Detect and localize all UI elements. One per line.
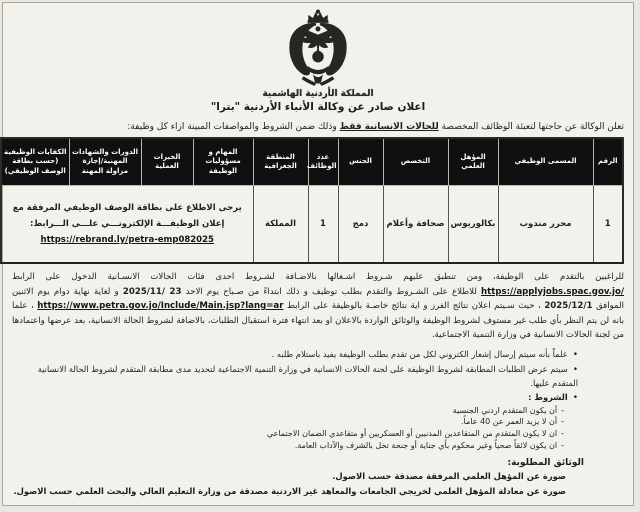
announcement-title: اعلان صادر عن وكالة الأنباء الأردنية "بترا" — [210, 101, 426, 113]
col-header-duties: المهام و مسؤوليات الوظيفة — [193, 138, 253, 186]
intro-line — [12, 122, 624, 132]
cell-details — [1, 186, 253, 264]
para-seg4: ، حيث سـيتم اعلان نتائج الفرز و اية نتائج خاصـة بالوظيفة على الرابط — [286, 301, 541, 311]
col-header-number: الرقم — [593, 138, 623, 186]
job-description-link[interactable]: https://rebrand.ly/petra-emp082025 — [40, 235, 214, 246]
details-text: يرجى الاطلاع على بطاقة الوصف الوظيفي المرفقة مع إعلان الوظيفـــة الإلكترونـــي علـــى الـــرابط: — [12, 202, 242, 229]
applyjobs-link[interactable]: https://applyjobs.spac.gov.jo/ — [481, 286, 624, 297]
list-item — [12, 348, 578, 362]
note-text: سيتم عرض الطلبات المطابقة لشروط الوظيفة على لجنة الحالات الانسانية في وزارة التنمية الاجتماعية لتحديد مدى مطابقة المتقدم لشروط الحالة الانسانية المتقدم عليها. — [37, 364, 578, 388]
col-header-experience: الخبرات العملية — [141, 138, 193, 186]
intro-underlined-phrase: للحالات الانسانية فقط — [339, 122, 439, 132]
note-text: علماً بأنه سيتم إرسال إشعار الكتروني لكل من تقدم بطلب الوظيفة يفيد باستلام طلبه . — [271, 348, 568, 359]
condition-item — [12, 405, 578, 417]
dash-icon: - — [561, 440, 564, 450]
document-item: صورة عن المؤهل العلمي المرفقة مصدقة حسب الاصول. — [332, 470, 566, 481]
condition-text: ان يكون لائقاً صحياً وغير محكوم بأي جناية أو جنحة تخل بالشرف والآداب العامة. — [294, 440, 558, 450]
required-documents-section — [12, 458, 624, 499]
para-seg1: للراغبين بالتقدم على الوظيفة، ومن تنطبق عليهم شـروط اشـغالها بالاضـافة لشـروط احدى فئات الحالات الانسـانية الدخول على الرابط — [12, 272, 624, 282]
condition-text: ان لا يكون المتقدم من المتقاعدين المدنيين أو العسكريين أو متقاعدي الضمان الاجتماعي — [266, 429, 558, 439]
list-item — [12, 391, 578, 405]
document-item: صورة عن معادلة المؤهل العلمي لخريجي الجامعات والمعاهد غير الاردنية مصدقة من وزارة التعليم العالي والبحث العلمي حسب الاصول. — [13, 486, 566, 497]
cell-qualification: بكالوريوس — [448, 186, 498, 264]
condition-item — [12, 440, 578, 452]
cell-job-title: محرر مندوب — [498, 186, 593, 264]
jordan-coat-of-arms-icon — [282, 9, 354, 87]
required-documents-heading: الوثائق المطلوبة: — [507, 457, 584, 468]
petra-results-link[interactable]: https://www.petra.gov.jo/Include/Main.jsp?lang=ar — [37, 301, 284, 311]
table-header-row — [1, 138, 623, 186]
col-header-positions-count: عدد الوظائف — [308, 138, 338, 186]
application-start-date: 2025/11/ 23 — [122, 286, 182, 297]
cell-number: 1 — [593, 186, 623, 264]
bullet-icon: • — [572, 393, 578, 403]
emblem-area — [12, 9, 624, 89]
col-header-courses: الدورات والشهادات المهنية/إجازة مزاولة المهنة — [69, 138, 141, 186]
col-header-competencies: الكفايات الوظيفية (حسب بطاقة الوصف الوظيفي) — [1, 138, 69, 186]
document-page — [2, 2, 634, 506]
dash-icon: - — [561, 405, 564, 415]
condition-item — [12, 416, 578, 428]
cell-region: المملكة — [253, 186, 308, 264]
condition-text: أن يكون المتقدم اردني الجنسية — [452, 405, 558, 415]
para-seg5: ، علما بانه لن يتم النظر بأي طلب غير مستوف لشروط الوظيفة والوثائق الواردة بالاعلان او بعد انتهاء فترة استقبال الطلبات، بالاضافة لشروط الحالة الانسانية، بعد عرضها واعتمادها من لجنة الحالات الانسانية في وزارة التنمية الاجتماعية. — [12, 301, 624, 340]
bullet-icon: • — [572, 365, 578, 375]
col-header-job-title: المسمى الوظيفي — [498, 138, 593, 186]
kingdom-calligraphy: المملكة الأردنية الهاشمية — [262, 88, 374, 100]
col-header-specialization: التخصص — [383, 138, 448, 186]
cell-specialization: صحافة وأعلام — [383, 186, 448, 264]
vacancies-table — [0, 137, 624, 264]
notes-list — [12, 348, 624, 452]
col-header-gender: الجنس — [338, 138, 383, 186]
para-seg2: للاطلاع على الشـروط والتقدم بطلب توظيف و ذلك ابتداءً من صـباح يوم الاحد — [185, 286, 477, 297]
cell-positions-count: 1 — [308, 186, 338, 264]
intro-after: وذلك ضمن الشروط والمواصفات المبينة ازاء كل وظيفة: — [127, 122, 340, 132]
conditions-heading: الشروط : — [528, 392, 568, 402]
cell-gender: دمج — [338, 186, 383, 264]
dash-icon: - — [561, 429, 564, 439]
col-header-region: المنطقة الجغرافية — [253, 138, 308, 186]
table-row — [1, 186, 623, 264]
condition-text: أن لا يزيد العمر عن 40 عاماً. — [461, 417, 558, 427]
col-header-qualification: المؤهل العلمي — [448, 138, 498, 186]
para-seg3: و لغاية نهاية دوام يوم الاثنين الموافق — [12, 286, 625, 311]
condition-item — [12, 428, 578, 440]
dash-icon: - — [561, 417, 564, 427]
application-end-date: 2025/12/1 — [544, 301, 593, 311]
bullet-icon: • — [572, 349, 578, 360]
list-item — [12, 363, 578, 389]
application-instructions — [12, 270, 624, 343]
intro-before: تعلن الوكالة عن حاجتها لتعبئة الوظائف المخصصة — [438, 122, 624, 132]
